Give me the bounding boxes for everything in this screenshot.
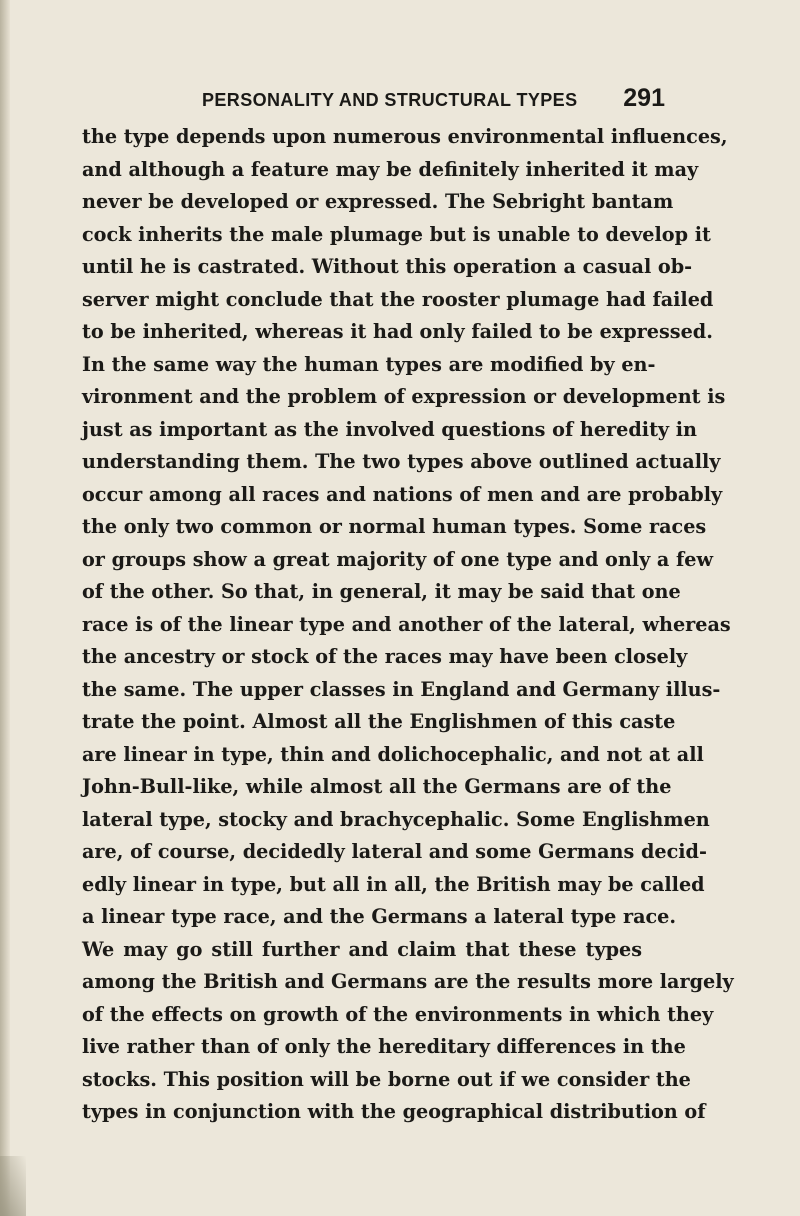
text-line: the same. The upper classes in England and Germany illus-: [82, 677, 721, 701]
text-line: cock inherits the male plumage but is unable to develop it: [82, 222, 711, 246]
running-header: [120, 84, 665, 124]
running-title: PERSONALITY AND STRUCTURAL TYPES: [202, 90, 578, 110]
page-edge-shadow: [0, 0, 10, 1216]
text-line: understanding them. The two types above outlined actually: [82, 450, 721, 473]
text-line: are, of course, decidedly lateral and some Germans decid-: [82, 840, 707, 863]
text-line: of the other. So that, in general, it may be said that one: [82, 580, 681, 603]
text-line: In the same way the human types are modified by en-: [82, 352, 656, 376]
body-text: [82, 121, 734, 1129]
page-corner-shadow: [0, 1156, 26, 1216]
text-line: and although a feature may be definitely inherited it may: [82, 157, 699, 181]
text-line: never be developed or expressed. The Sebright bantam: [82, 190, 674, 213]
text-line: lateral type, stocky and brachycephalic. Some Englishmen: [82, 807, 710, 831]
text-line: the only two common or normal human types. Some races: [82, 515, 707, 538]
text-line: the ancestry or stock of the races may have been closely: [82, 645, 688, 668]
text-line: of the effects on growth of the environments in which they: [82, 1002, 714, 1026]
text-line: John-Bull-like, while almost all the Germans are of the: [82, 775, 672, 798]
text-line: until he is castrated. Without this operation a casual ob-: [82, 255, 693, 278]
text-line: server might conclude that the rooster plumage had failed: [82, 287, 714, 311]
text-line: among the British and Germans are the results more largely: [82, 970, 734, 993]
text-line: race is of the linear type and another of the lateral, whereas: [82, 612, 731, 636]
text-line: to be inherited, whereas it had only failed to be expressed.: [82, 320, 713, 343]
text-line: live rather than of only the hereditary differences in the: [82, 1035, 686, 1058]
text-line: edly linear in type, but all in all, the British may be called: [82, 872, 705, 896]
text-line: occur among all races and nations of men and are probably: [82, 482, 723, 506]
text-line: stocks. This position will be borne out if we consider the: [82, 1067, 691, 1091]
text-line: We may go still further and claim that these types: [82, 937, 642, 961]
text-line: a linear type race, and the Germans a lateral type race.: [82, 905, 677, 928]
text-line: just as important as the involved questions of heredity in: [82, 417, 698, 441]
page-number: 291: [623, 84, 665, 112]
text-line: types in conjunction with the geographical distribution of: [82, 1100, 706, 1123]
text-line: trate the point. Almost all the Englishmen of this caste: [82, 710, 676, 733]
text-line: the type depends upon numerous environmental influences,: [82, 125, 728, 148]
text-line: are linear in type, thin and dolichocephalic, and not at all: [82, 742, 704, 766]
text-line: or groups show a great majority of one type and only a few: [82, 547, 714, 571]
text-line: vironment and the problem of expression or development is: [82, 385, 726, 408]
